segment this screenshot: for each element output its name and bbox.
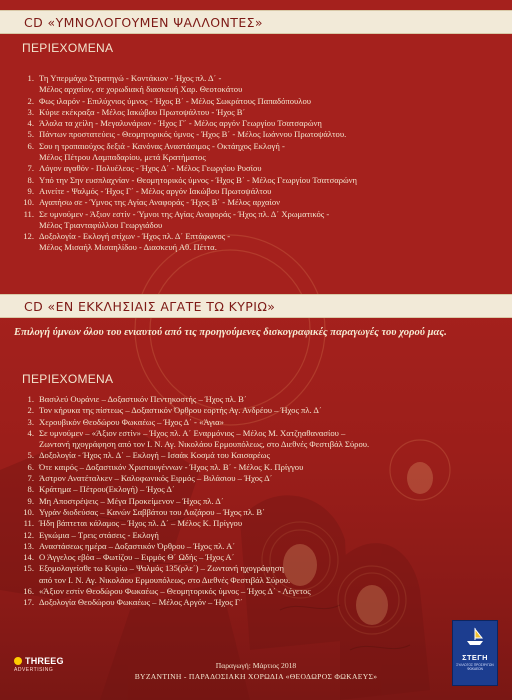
track-text: Σου η τροπαιούχος δεξιά - Κανόνας Αναστάσιμος - Οκτάηχος Εκλογή - [39, 140, 285, 151]
track-item [14, 428, 369, 451]
track-item [14, 484, 369, 495]
track-text: Μέλος αρχαίον, σε χορωδιακή διασκευή Χαρ. Θεοτοκάτου [39, 84, 243, 95]
threeg-logo-name: THREEG [25, 656, 64, 666]
track-number: 3. [27, 416, 34, 427]
track-number: 10. [23, 506, 34, 517]
track-number: 3. [27, 106, 34, 117]
track-text: Εγκώμια – Τρεις στάσεις - Εκλογή [39, 529, 159, 540]
track-text: Δοξολογία - Εκλογή στίχων - Ήχος πλ. Δ΄ Επτάφωνος - [39, 231, 231, 242]
track-text: Λόγον αγαθόν - Πολυέλεος - Ήχος Δ΄ - Μέλος Γεωργίου Ρυσίου [39, 163, 262, 174]
track-item [14, 197, 357, 208]
track-text: Ο Άγγελος εβόα – Φωτίζου – Ειρμός Θ΄ Ωδής – Ήχος Α΄ [39, 552, 235, 563]
track-text: Χερουβικόν Θεοδώρου Φωκαέως – Ήχος Δ΄ - «Άγια» [39, 416, 224, 427]
track-item [14, 175, 357, 186]
track-text: Τη Υπερμάχω Στρατηγώ - Κοντάκιον - Ήχος πλ. Δ΄ - [39, 73, 222, 83]
track-number: 2. [27, 405, 34, 416]
track-item [14, 541, 369, 552]
stegi-logo-sub: ΣΥΛΛΟΓΟΣ ΠΡΟΣΦΥΓΩΝ ΦΩΚΑΕΩΝ [456, 663, 494, 671]
cd1-title: CD «ΥΜΝΟΛΟΓΟΥΜΕΝ ΨΑΛΛΟΝΤΕΣ» [24, 14, 263, 30]
threeg-mark-icon [14, 657, 22, 665]
track-number: 4. [27, 427, 34, 438]
track-text: Άλαλα τα χείλη - Μεγαλυνάριον - Ήχος Γ΄ - Μέλος αργόν Γεωργίου Τσατσαρώνη [39, 118, 322, 129]
track-text: Υπό την Σην ευσπλαχνίαν - Θεομητορικός ύμνος - Ήχος Β΄ - Μέλος Γεωργίου Τσατσαρώνη [39, 174, 358, 185]
track-item [14, 209, 357, 232]
track-text: Εξομολογείσθε τω Κυρίω – Ψαλμός 135(ρλε΄) – Ζωντανή ηχογράφηση [39, 563, 284, 574]
track-text: «Άξιον εστίν Θεοδώρου Φωκαέως – Θεομητορικός ύμνος – Ήχος Δ΄ - Λέγετος [39, 586, 311, 597]
track-text: Τον κήρυκα της πίστεως – Δοξαστικόν Όρθρου εορτής Αγ. Ανδρέου – Ήχος πλ. Δ΄ [39, 405, 322, 416]
track-item [14, 107, 357, 118]
track-item [14, 405, 369, 416]
track-number: 11. [23, 208, 34, 219]
track-number: 4. [27, 118, 34, 129]
cd2-intro-text: Επιλογή ύμνων όλου του ενιαυτού από τις προηγούμενες δισκογραφικές παραγωγές του χορού μας. [14, 327, 447, 338]
track-text: Μέλος Τριανταφύλλου Γεωργιάδου [39, 219, 163, 230]
track-number: 10. [23, 197, 34, 208]
track-text: Μη Αποστρέψεις – Μέγα Προκείμενον – Ήχος πλ. Δ΄ [39, 495, 224, 506]
track-text: Δοξολογία Θεοδώρου Φωκαέως – Μέλος Αργόν – Ήχος Γ΄ [39, 597, 243, 608]
cd1-contents-heading: ΠΕΡΙΕΧΟΜΕΝΑ [22, 41, 114, 55]
stegi-logo [452, 620, 498, 686]
track-item [14, 118, 357, 129]
track-item [14, 450, 369, 461]
track-number: 16. [23, 586, 34, 597]
choir-name: ΒΥΖΑΝΤΙΝΗ - ΠΑΡΑΔΟΣΙΑΚΗ ΧΟΡΩΔΙΑ «ΘΕΟΔΩΡΟΣ ΦΩΚΑΕΥΣ» [134, 672, 378, 681]
cd1-title-banner [0, 10, 512, 34]
threeg-logo-sub: ADVERTISING [14, 667, 54, 673]
track-item [14, 496, 369, 507]
track-item [14, 507, 369, 518]
track-number: 12. [23, 231, 34, 242]
track-number: 17. [23, 597, 34, 608]
track-number: 11. [23, 518, 34, 529]
track-number: 5. [27, 129, 34, 140]
track-text: Υγράν διοδεύσας – Κανών Σαββάτου του Λαζάρου – Ήχος πλ. Β΄ [39, 506, 265, 517]
track-item [14, 417, 369, 428]
track-text: Μέλος Πέτρου Λαμπαδαρίου, μετά Κρατήματος [39, 152, 206, 163]
track-item [14, 563, 369, 586]
cd2-contents-heading: ΠΕΡΙΕΧΟΜΕΝΑ [22, 372, 114, 386]
track-number: 13. [23, 540, 34, 551]
track-number: 7. [27, 473, 34, 484]
track-number: 9. [27, 185, 34, 196]
track-text: Κύριε εκέκραξα - Μέλος Ιακώβου Πρωτοψάλτου - Ήχος Β΄ [39, 106, 246, 117]
track-item [14, 73, 357, 96]
track-text: Δοξολογία - Ήχος πλ. Δ΄ – Εκλογή – Ισαάκ Κοσμά του Καισαρέως [39, 450, 270, 461]
track-number: 7. [27, 163, 34, 174]
track-text: Φως ιλαρόν - Επιλύχνιος ύμνος - Ήχος Β΄ - Μέλος Σωκράτους Παπαδόπουλου [39, 95, 312, 106]
track-item [14, 163, 357, 174]
track-item [14, 141, 357, 164]
track-item [14, 186, 357, 197]
stegi-logo-name: ΣΤΕΓΗ [462, 653, 488, 662]
track-item [14, 96, 357, 107]
threeg-logo [14, 656, 84, 684]
track-text: Πάντων προστατεύεις - Θεομητορικός ύμνος - Ήχος Β΄ - Μέλος Ιωάννου Πρωτοψάλτου. [39, 129, 347, 140]
track-item [14, 597, 369, 608]
track-number: 6. [27, 140, 34, 151]
cd1-tracklist [14, 73, 357, 254]
track-number: 8. [27, 484, 34, 495]
track-item [14, 586, 369, 597]
track-number: 6. [27, 461, 34, 472]
cd2-tracklist [14, 394, 369, 609]
track-item [14, 473, 369, 484]
track-number: 2. [27, 95, 34, 106]
track-item [14, 231, 357, 254]
cd2-title-banner [0, 294, 512, 318]
track-text: Αναστάσεως ημέρα – Δοξαστικόν Όρθρου – Ήχος πλ. Α΄ [39, 540, 236, 551]
track-text: Ζωντανή ηχογράφηση από τον Ι. Ν. Αγ. Νικολάου Ερμουπόλεως, στο Διεθνές Φεστιβάλ Σύρου. [39, 439, 370, 450]
track-text: Άστρον Ανατέταλκεν – Καλοφωνικός Ειρμός – Βιλάσιου – Ήχος Δ΄ [39, 473, 273, 484]
track-item [14, 518, 369, 529]
track-item [14, 530, 369, 541]
production-date: Παραγωγή: Μάρτιος 2018 [215, 661, 297, 670]
track-text: Ότε καιρός – Δοξαστικόν Χριστουγέννων - Ήχος πλ. Β΄ - Μέλος Κ. Πρίγγου [39, 461, 304, 472]
ship-emblem-icon [464, 627, 486, 647]
track-text: Βασιλεύ Ουράνιε – Δοξαστικόν Πεντηκοστής – Ήχος πλ. Β΄ [39, 394, 247, 404]
track-number: 8. [27, 174, 34, 185]
track-text: Αινείτε - Ψαλμός - Ήχος Γ΄ - Μέλος αργόν Ιακώβου Πρωτοψάλτου [39, 185, 272, 196]
track-text: Αγαπήσω σε - Ύμνος της Αγίας Αναφοράς - Ήχος Β΄ - Μέλος αρχαίον [39, 197, 280, 208]
track-text: Σε υμνούμεν – «Άξιον εστίν» – Ήχος πλ. Α΄ Εναρμόνιος – Μέλος Μ. Χατζηαθανασίου – [39, 427, 346, 438]
track-number: 15. [23, 563, 34, 574]
cd2-title: CD «ΕΝ ΕΚΚΛΗΣΙΑΙΣ ΑΓΑΤΕ ΤΩ ΚΥΡΙΩ» [24, 298, 276, 314]
track-number: 14. [23, 552, 34, 563]
track-number: 1. [27, 394, 34, 404]
track-text: Κράτημα – Πέτρου(Εκλογή) – Ήχος Δ΄ [39, 484, 175, 495]
track-text: από τον Ι. Ν. Αγ. Νικολάου Ερμουπόλεως, στο Διεθνές Φεστιβάλ Σύρου. [39, 574, 291, 585]
track-item [14, 552, 369, 563]
track-number: 1. [27, 73, 34, 83]
track-text: Σε υμνούμεν - Άξιον εστίν - Ύμνοι της Αγίας Αναφοράς - Ήχος πλ. Δ΄ Χρωματικός - [39, 208, 330, 219]
track-number: 12. [23, 529, 34, 540]
track-text: Μέλος Μισαήλ Μισαηλίδου - Διασκευή Αθ. Πέττα. [39, 242, 217, 253]
track-item [14, 394, 369, 405]
track-item [14, 462, 369, 473]
track-text: Ήδη βάπτεται κάλαμος – Ήχος πλ. Δ΄ – Μέλος Κ. Πρίγγου [39, 518, 243, 529]
track-item [14, 129, 357, 140]
track-number: 9. [27, 495, 34, 506]
track-number: 5. [27, 450, 34, 461]
